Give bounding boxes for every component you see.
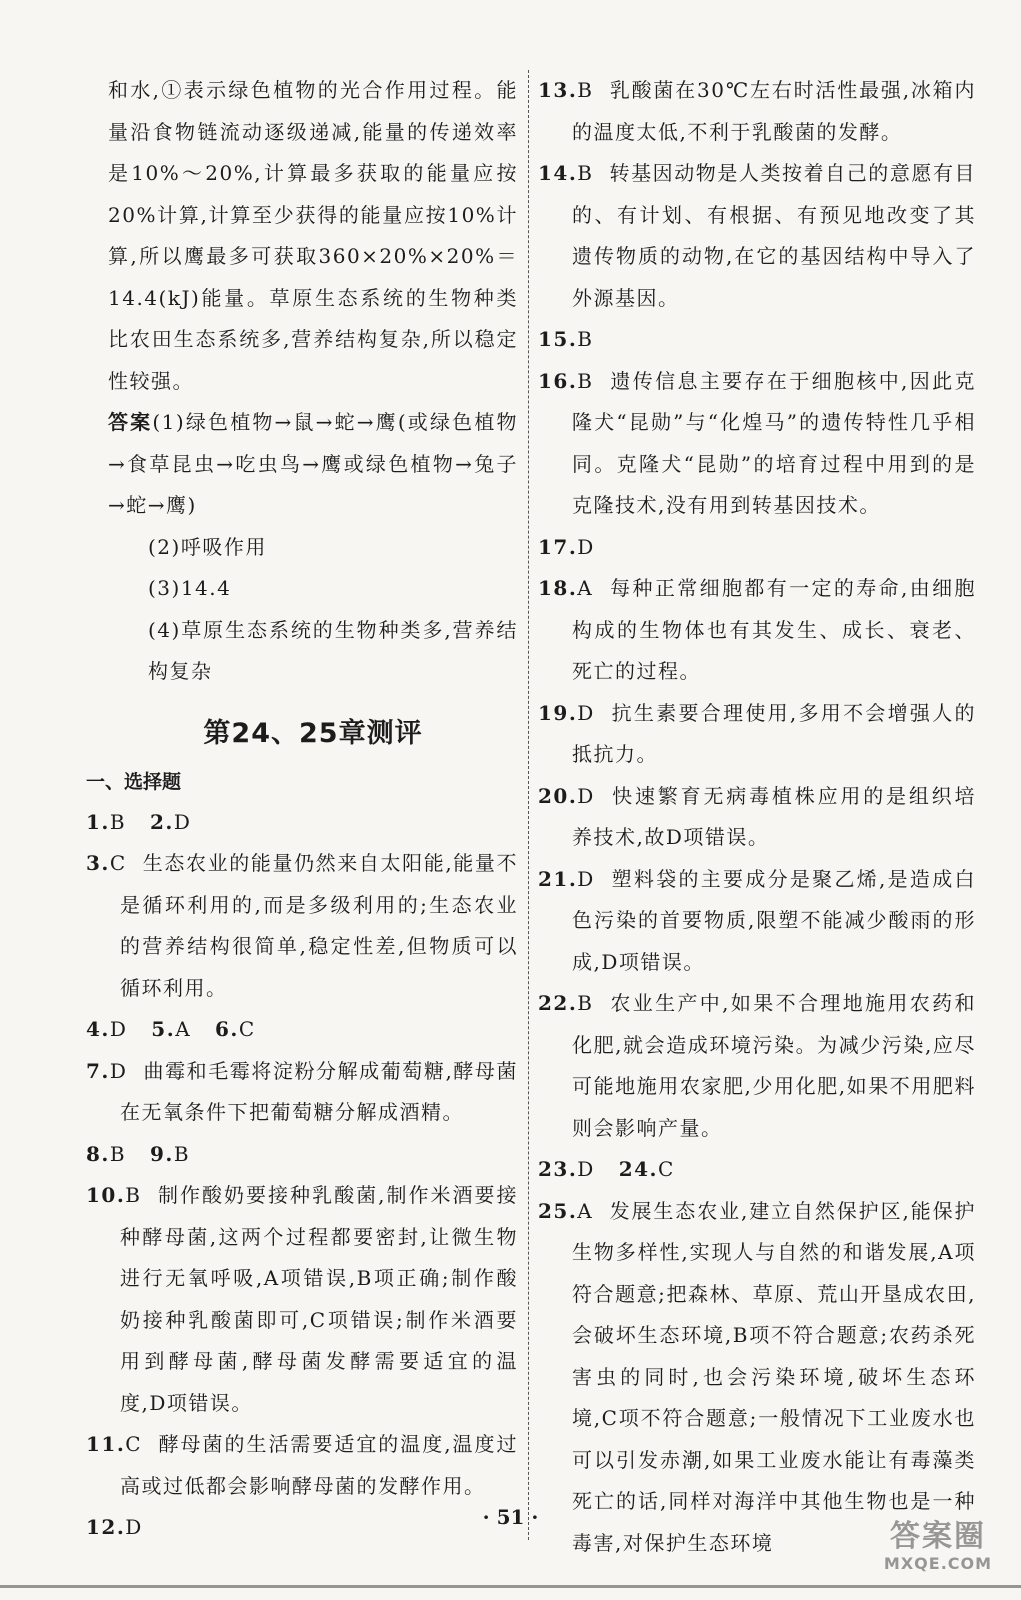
answer-1-text: (1)绿色植物→鼠→蛇→鹰(或绿色植物→食草昆虫→吃虫鸟→鹰或绿色植物→兔子→蛇→鹰)	[108, 410, 518, 517]
left-column	[86, 70, 518, 1549]
answer-label: 答案	[108, 410, 153, 434]
section-title: 一、选择题	[86, 770, 182, 793]
question-13: 13.B 乳酸菌在30℃左右时活性最强,冰箱内的温度太低,不利于乳酸菌的发酵。	[538, 78, 976, 144]
question-11: 11.C 酵母菌的生活需要适宜的温度,温度过高或过低都会影响酵母菌的发酵作用。	[86, 1432, 518, 1498]
right-column	[538, 70, 976, 1564]
answer-3: (3)14.4	[148, 576, 232, 600]
question-10: 10.B 制作酸奶要接种乳酸菌,制作米酒要接种酵母菌,这两个过程都要密封,让微生物进行无氧呼吸,A项错误,B项正确;制作酸奶接种乳酸菌即可,C项错误;制作米酒要用到酵母菌,酵母菌发酵需要适宜的温度,D项错误。	[86, 1183, 518, 1415]
watermark-top: 答案圈	[890, 1519, 986, 1554]
question-20: 20.D 快速繁育无病毒植株应用的是组织培养技术,故D项错误。	[538, 783, 976, 849]
question-12: 12.D	[86, 1515, 143, 1539]
watermark-bottom: MXQE.COM	[883, 1554, 993, 1573]
question-14: 14.B 转基因动物是人类按着自己的意愿有目的、有计划、有根据、有预见地改变了其遗传物质的动物,在它的基因结构中导入了外源基因。	[538, 161, 976, 310]
question-7: 7.D 曲霉和毛霉将淀粉分解成葡萄糖,酵母菌在无氧条件下把葡萄糖分解成酒精。	[86, 1058, 518, 1124]
question-4-6: 4.D 5.A 6.C	[86, 1017, 256, 1041]
answer-4: (4)草原生态系统的生物种类多,营养结构复杂	[148, 617, 518, 683]
question-1-2: 1.B 2.D	[86, 809, 192, 834]
question-23-24: 23.D 24.C	[538, 1157, 675, 1181]
question-19: 19.D 抗生素要合理使用,多用不会增强人的抵抗力。	[538, 700, 976, 766]
column-divider	[528, 70, 530, 1540]
answer-1	[108, 402, 518, 527]
question-16: 16.B 遗传信息主要存在于细胞核中,因此克隆犬“昆勋”与“化煌马”的遗传特性几乎相同。克隆犬“昆勋”的培育过程中用到的是克隆技术,没有用到转基因技术。	[538, 368, 976, 517]
intro-paragraph: 和水,①表示绿色植物的光合作用过程。能量沿食物链流动逐级递减,能量的传递效率是10%～20%,计算最多获取的能量应按20%计算,计算至少获得的能量应按10%计算,所以鹰最多可获取360×20%×20%＝14.4(kJ)能量。草原生态系统的生物种类比农田生态系统多,营养结构复杂,所以稳定性较强。	[108, 78, 518, 393]
page-number: · 51 ·	[482, 1505, 539, 1529]
question-18: 18.A 每种正常细胞都有一定的寿命,由细胞构成的生物体也有其发生、成长、衰老、死亡的过程。	[538, 576, 976, 683]
chapter-title: 第24、25章测评	[203, 717, 423, 749]
answer-2: (2)呼吸作用	[148, 534, 267, 559]
question-3: 3.C 生态农业的能量仍然来自太阳能,能量不是循环利用的,而是多级利用的;生态农业的营养结构很简单,稳定性差,但物质可以循环利用。	[86, 851, 518, 1000]
watermark-logo	[873, 1520, 1003, 1582]
bottom-rule	[0, 1585, 1021, 1588]
question-8-9: 8.B 9.B	[86, 1141, 191, 1166]
question-21: 21.D 塑料袋的主要成分是聚乙烯,是造成白色污染的首要物质,限塑不能减少酸雨的形成,D项错误。	[538, 866, 976, 974]
question-22: 22.B 农业生产中,如果不合理地施用农药和化肥,就会造成环境污染。为减少污染,应尽可能地施用农家肥,少用化肥,如果不用肥料则会影响产量。	[538, 991, 976, 1140]
question-17: 17.D	[538, 534, 595, 559]
question-15: 15.B	[538, 327, 594, 351]
question-25: 25.A 发展生态农业,建立自然保护区,能保护生物多样性,实现人与自然的和谐发展,A项符合题意;把森林、草原、荒山开垦成农田,会破坏生态环境,B项不符合题意;农药杀死害虫的同时,也会污染环境,破坏生态环境,C项不符合题意;一般情况下工业废水也可以引发赤潮,如果工业废水能让有毒藻类死亡的话,同样对海洋中其他生物也是一种毒害,对保护生态环境	[538, 1198, 976, 1555]
